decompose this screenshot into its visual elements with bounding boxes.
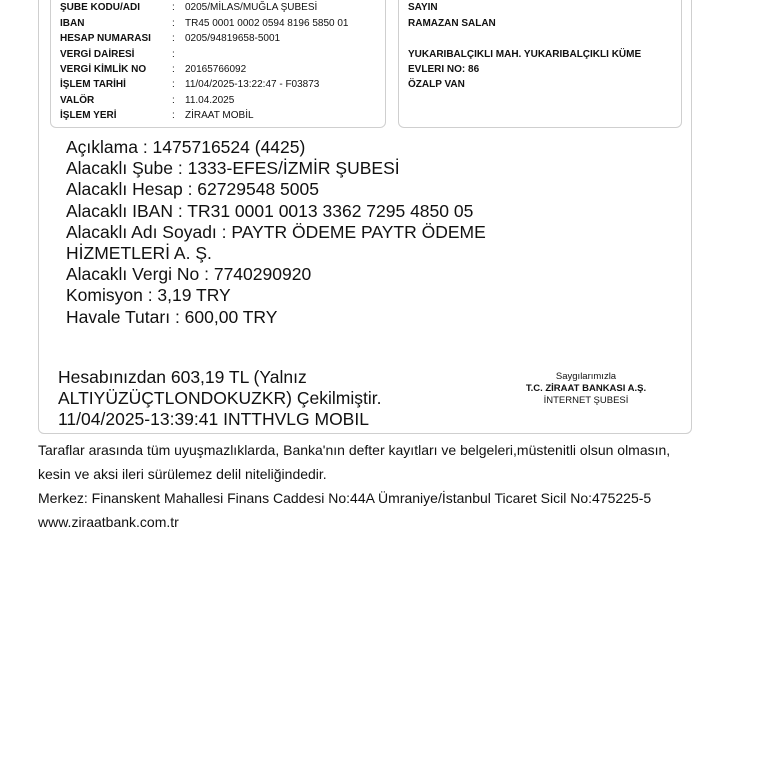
footer-disclaimer-line-1: Taraflar arasında tüm uyuşmazlıklarda, Banka'nın defter kayıtları ve belgeleri,müstenitli olsun olmasın, — [38, 442, 671, 458]
info-value: 11.04.2025 — [185, 94, 235, 106]
info-label: ŞUBE KODU/ADI — [60, 2, 141, 13]
info-row-account-number — [60, 33, 280, 45]
info-colon: : — [172, 94, 175, 106]
info-value: 20165766092 — [185, 64, 247, 75]
transfer-details — [66, 137, 536, 328]
detail-creditor-branch: Alacaklı Şube : 1333-EFES/İZMİR ŞUBESİ — [66, 158, 400, 179]
info-label: VALÖR — [60, 94, 95, 106]
recipient-greeting: SAYIN — [408, 2, 438, 13]
debit-line-3: 11/04/2025-13:39:41 INTTHVLG MOBIL — [58, 409, 369, 429]
info-colon: : — [172, 33, 175, 44]
signature-branch: İNTERNET ŞUBESİ — [543, 395, 629, 406]
info-label: IBAN — [60, 17, 85, 29]
info-value: 11/04/2025-13:22:47 - F03873 — [185, 79, 320, 90]
detail-creditor-iban: Alacaklı IBAN : TR31 0001 0013 3362 7295 4850 05 — [66, 200, 474, 221]
recipient-address-line-3: ÖZALP VAN — [408, 79, 465, 90]
info-label: İŞLEM TARİHİ — [60, 79, 126, 90]
detail-transfer-amount: Havale Tutarı : 600,00 TRY — [66, 306, 278, 327]
info-colon: : — [172, 48, 175, 60]
detail-commission: Komisyon : 3,19 TRY — [66, 285, 231, 306]
info-label: VERGİ KİMLİK NO — [60, 64, 147, 75]
footer-address: Merkez: Finanskent Mahallesi Finans Caddesi No:44A Ümraniye/İstanbul Ticaret Sicil No:475225-5 — [38, 490, 652, 506]
detail-creditor-account: Alacaklı Hesap : 62729548 5005 — [66, 179, 319, 200]
info-row-branch — [60, 2, 317, 14]
info-value: 0205/94819658-5001 — [185, 33, 281, 44]
info-colon: : — [172, 79, 175, 90]
detail-creditor-name: Alacaklı Adı Soyadı : PAYTR ÖDEME PAYTR ÖDEME — [66, 221, 486, 242]
footer-disclaimer-line-2: kesin ve aksi ileri sürülemez delil niteliğindedir. — [38, 466, 327, 482]
info-label: İŞLEM YERİ — [60, 110, 117, 121]
info-row-tax-office — [60, 49, 185, 61]
info-row-iban — [60, 18, 348, 30]
info-row-tax-id — [60, 64, 246, 76]
info-value: TR45 0001 0002 0594 8196 5850 01 — [185, 17, 349, 29]
recipient-address-line-1: YUKARIBALÇIKLI MAH. YUKARIBALÇIKLI KÜME — [408, 48, 642, 60]
info-colon: : — [172, 64, 175, 75]
detail-creditor-tax-no: Alacaklı Vergi No : 7740290920 — [66, 264, 312, 285]
info-value: 0205/MİLAS/MUĞLA ŞUBESİ — [185, 2, 318, 13]
debit-line-2: ALTIYÜZÜÇTLONDOKUZKR) Çekilmiştir. — [58, 388, 382, 408]
info-label: VERGİ DAİRESİ — [60, 48, 135, 60]
recipient-box — [398, 0, 682, 128]
info-row-transaction-place — [60, 110, 254, 122]
signature-bank-name: T.C. ZİRAAT BANKASI A.Ş. — [525, 383, 647, 394]
info-row-transaction-date — [60, 79, 319, 91]
recipient-address-line-2: EVLERI NO: 86 — [408, 64, 480, 75]
detail-creditor-name-cont: HİZMETLERİ A. Ş. — [66, 243, 212, 264]
info-value: ZİRAAT MOBİL — [185, 110, 254, 121]
footer-website-link[interactable]: www.ziraatbank.com.tr — [38, 514, 179, 530]
recipient-name: RAMAZAN SALAN — [408, 17, 496, 29]
account-info-box — [50, 0, 386, 128]
debit-line-1: Hesabınızdan 603,19 TL (Yalnız — [58, 367, 307, 387]
bank-signature — [506, 371, 666, 407]
info-colon: : — [172, 17, 175, 29]
signature-greeting: Saygılarımızla — [555, 371, 617, 382]
info-colon: : — [172, 2, 175, 13]
info-label: HESAP NUMARASI — [60, 33, 151, 44]
debit-statement — [58, 367, 438, 430]
info-colon: : — [172, 110, 175, 121]
detail-description: Açıklama : 1475716524 (4425) — [66, 137, 306, 157]
info-row-value-date — [60, 95, 234, 107]
